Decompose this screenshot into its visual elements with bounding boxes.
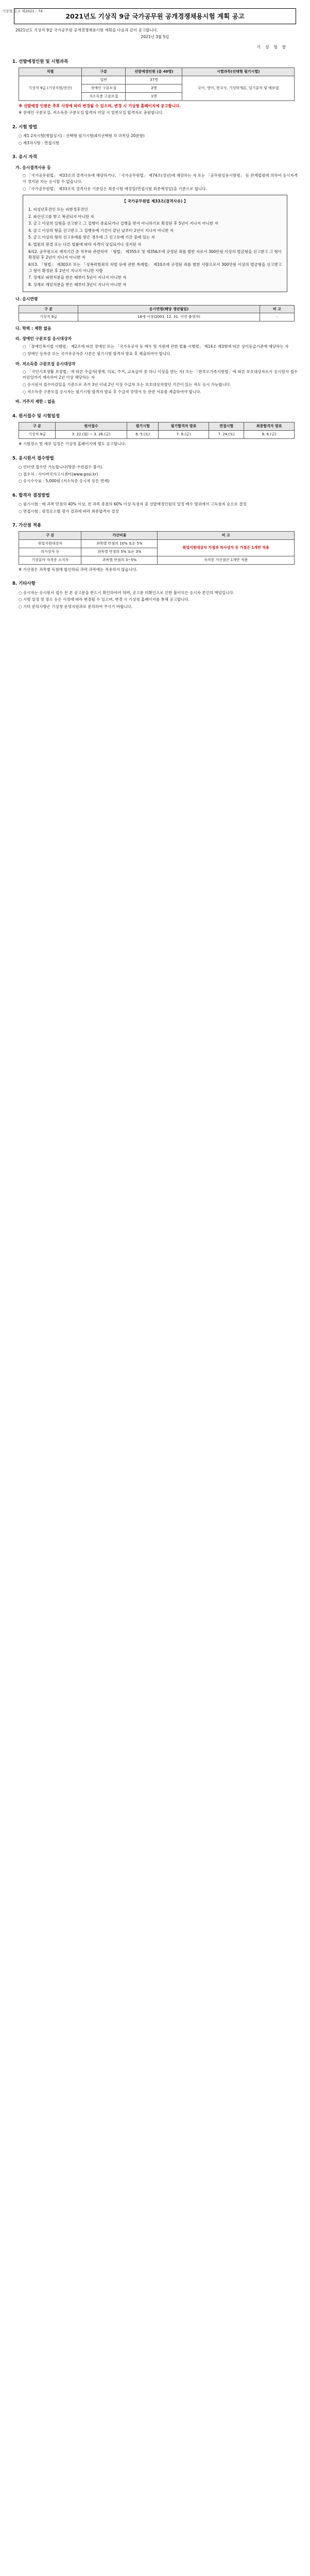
notice-title: 2021년도 기상직 9급 국가공무원 공개경쟁채용시험 계획 공고 <box>14 8 296 24</box>
subsection-title: 가. 응시결격사유 등 <box>15 165 51 171</box>
table-cell: 37명 <box>126 76 182 84</box>
section-title: 7. 가산점 적용 <box>12 523 42 529</box>
table-cell: 2명 <box>126 84 182 92</box>
table-header: 선발예정인원 (총 40명) <box>126 68 182 76</box>
section-title: 4. 원서접수 및 시험일정 <box>12 414 60 419</box>
recruitment-note-2: ※ 장애인 구분모집, 저소득층 구분모집 합격자 미달 시 일반모집 합격자로 충원합니다. <box>19 110 164 115</box>
table-header: 필기시험 <box>127 422 159 431</box>
bonus-table <box>19 531 295 564</box>
list-item: 4. 금고 이상의 형을 선고받고 그 집행유예 기간이 끝난 날부터 2년이 지나지 아니한 자 <box>28 228 174 233</box>
list-item: ○ 저소득층 구분모집 응시자는 필기시험 합격자 발표 후 수급자 증명서 등 관련 서류를 제출하여야 합니다. <box>23 389 201 394</box>
table-cell: 국어, 영어, 한국사, 기상학개론, 일기분석 및 예보법 <box>182 76 295 101</box>
schedule-table-wrap <box>19 422 295 439</box>
table-row <box>19 431 295 439</box>
list-item: ○ 「장애인복지법 시행령」 제2조에 따른 장애인 또는 「국가유공자 등 예우 및 지원에 관한 법률 시행령」 제14조 제3항에 따른 상이등급기준에 해당하는 자 <box>23 344 289 349</box>
table-cell: 취업지원대상자 가점과 의사상자 등 가점은 1개만 적용 <box>158 540 295 556</box>
table-cell: 의사상자 등 <box>19 548 81 556</box>
recruitment-table <box>19 67 295 100</box>
table-row <box>19 540 295 548</box>
table-cell: 기상직 9급 (기상지원/전산) <box>19 76 82 101</box>
list-item: ○ 「국민기초생활 보장법」에 따른 수급자(생계, 의료, 주거, 교육급여 중 하나 이상을 받는 자) 또는 「한부모가족지원법」에 따른 보호대상자로서 응시원서 접수마감일까지 계속하여 2년 이상 해당하는 자 <box>23 369 298 380</box>
list-item: ○ 인터넷 접수만 가능합니다(방문·우편접수 불가). <box>19 464 104 469</box>
list-item: ○ 기타 문의사항은 기상청 운영지원과로 문의하여 주시기 바랍니다. <box>19 604 133 609</box>
list-item: ○ 응시수수료 : 5,000원 (저소득층 응시자 등은 면제) <box>19 479 110 484</box>
table-cell: 취업지원대상자 <box>19 540 81 548</box>
list-item: 2. 파산선고를 받고 복권되지 아니한 자 <box>28 214 94 219</box>
list-item: 6의2. 공무원으로 재직기간 중 직무와 관련하여 「형법」 제355조 및 제356조에 규정된 죄를 범한 자로서 300만원 이상의 벌금형을 선고받고 그 형이 확정된 후 2년이 지나지 아니한 자 <box>28 249 282 260</box>
table-cell: 7. 9.(금) <box>159 431 209 439</box>
bonus-note: ※ 가산점은 과목별 득점에 합산하되 과락 과목에는 적용하지 않습니다. <box>19 567 137 572</box>
table-header: 원서접수 <box>55 422 127 431</box>
table-cell: 기상직 9급 <box>19 431 56 439</box>
subsection-title: 마. 저소득층 구분모집 응시대상자 <box>15 361 76 366</box>
table-row <box>19 76 295 84</box>
list-item: ○ 제3차시험 : 면접시험 <box>19 140 59 145</box>
issuing-organization: 기 상 청 장 <box>256 44 287 49</box>
table-header: 응시연령(해당 생년월일) <box>78 305 260 313</box>
recruitment-table-wrap <box>19 67 295 100</box>
table-cell: 기상직 9급 <box>19 313 78 321</box>
table-header: 직렬 <box>19 68 82 76</box>
table-header: 구 분 <box>19 532 81 540</box>
intro-text: 2021년도 기상직 9급 국가공무원 공개경쟁채용시험 계획을 다음과 같이 공고합니다. <box>15 28 159 33</box>
section-title: 8. 기타사항 <box>12 581 36 587</box>
table-cell: 과목별 만점의 10% 또는 5% <box>81 540 158 548</box>
subsection-title: 나. 응시연령 <box>15 297 38 302</box>
table-cell: 장애인 구분모집 <box>82 84 126 92</box>
list-item: 1. 피성년후견인 또는 피한정후견인 <box>28 207 88 212</box>
list-item: 6. 법원의 판결 또는 다른 법률에 따라 자격이 상실되거나 정지된 자 <box>28 242 142 247</box>
table-cell: - <box>260 313 294 321</box>
table-header: 구 분 <box>19 422 56 431</box>
table-cell: 기상분야 자격증 소지자 <box>19 556 81 564</box>
section-title: 1. 선발예정인원 및 시험과목 <box>12 59 68 65</box>
table-header: 가산비율 <box>81 532 158 540</box>
list-item: ○ 접수처 : 사이버국가고시센터(www.gosi.kr) <box>19 471 98 477</box>
list-item: 3. 금고 이상의 실형을 선고받고 그 집행이 종료되거나 집행을 받지 아니하기로 확정된 후 5년이 지나지 아니한 자 <box>28 221 218 226</box>
table-header: 최종합격자 발표 <box>244 422 295 431</box>
table-row <box>19 556 295 564</box>
table-header: 면접시험 <box>209 422 244 431</box>
table-cell: 과목별 만점의 3~5% <box>81 556 158 564</box>
table-header: 구 분 <box>19 305 78 313</box>
box-title: 【 국가공무원법 제33조(결격사유) 】 <box>122 199 188 204</box>
schedule-note: ※ 시험장소 및 세부 일정은 기상청 홈페이지에 별도 공고합니다. <box>19 442 126 447</box>
table-cell: 자격증 가산점은 1개만 적용 <box>158 556 295 564</box>
disqualification-box <box>23 195 287 292</box>
list-item: ○ 장애인 등록증 또는 국가유공자증 사본은 필기시험 합격자 발표 후 제출하여야 합니다. <box>23 351 171 357</box>
subsection-title: 라. 장애인 구분모집 응시대상자 <box>15 336 72 342</box>
list-item: ○ 제1·2차시험(병합실시) : 선택형 필기시험(4지선택형 각 과목당 20문항) <box>19 133 145 138</box>
list-item: ○ 면접시험 : 평정요소별 평가 결과에 따라 최종합격자 결정 <box>19 509 119 514</box>
bonus-table-wrap <box>19 531 295 564</box>
age-table-wrap <box>19 305 295 322</box>
table-header: 시험과목(선택형 필기시험) <box>182 68 295 76</box>
notice-page <box>0 8 310 2576</box>
table-cell: 과목별 만점의 5% 또는 3% <box>81 548 158 556</box>
section-title: 2. 시험 방법 <box>12 124 37 130</box>
table-cell: 8. 6.(금) <box>244 431 295 439</box>
list-item: 6의3. 「형법」 제303조 또는 「성폭력범죄의 처벌 등에 관한 특례법」 제10조에 규정된 죄를 범한 사람으로서 300만원 이상의 벌금형을 선고받고 그 형이 확정된 후 2년이 지나지 아니한 사람 <box>28 262 282 273</box>
table-row <box>19 313 295 321</box>
table-header: 필기합격자 발표 <box>159 422 209 431</box>
table-header: 비 고 <box>260 305 294 313</box>
table-cell: 6. 5.(토) <box>127 431 159 439</box>
table-cell: 3. 22.(월) ~ 3. 26.(금) <box>55 431 127 439</box>
age-table <box>19 305 295 322</box>
recruitment-note: ※ 선발예정 인원은 추후 사정에 따라 변경될 수 있으며, 변경 시 기상청 홈페이지에 공고합니다. <box>19 103 181 108</box>
list-item: ○ 필기시험 : 매 과목 만점의 40% 이상, 전 과목 총점의 60% 이상 득점자 중 선발예정인원의 일정 배수 범위에서 고득점자 순으로 결정 <box>19 502 247 507</box>
section-title: 6. 합격자 결정방법 <box>12 493 50 498</box>
list-item: 8. 징계로 해임처분을 받은 때부터 3년이 지나지 아니한 자 <box>28 282 127 287</box>
table-cell: 7. 24.(토) <box>209 431 244 439</box>
table-header: 구분 <box>82 68 126 76</box>
subsection-title: 다. 학력 : 제한 없음 <box>15 326 51 331</box>
table-cell: 18세 이상(2003. 12. 31. 이전 출생자) <box>78 313 260 321</box>
list-item: ○ 응시원서 접수마감일을 기준으로 과거 3년 이내 2년 이상 수급자 또는 보호대상자였던 기간이 있는 자도 응시 가능합니다. <box>23 382 231 387</box>
list-item: ○ 「국가공무원법」 제33조의 결격사유에 해당하거나, 「국가공무원법」 제74조(정년)에 해당하는 자 또는 「공무원임용시험령」 등 관계법령에 의하여 응시자격이 정지된 자는 응시할 수 없습니다. <box>23 173 298 184</box>
notice-number: 기상청 공고 제2021 - 74 <box>2 9 43 13</box>
table-cell: 일반 <box>82 76 126 84</box>
section-title: 3. 응시 자격 <box>12 155 37 160</box>
section-title: 5. 응시원서 접수방법 <box>12 455 54 461</box>
schedule-table <box>19 422 295 439</box>
list-item: ○ 시험 일정 및 장소 등은 사정에 따라 변경될 수 있으며, 변경 시 기상청 홈페이지를 통해 공고합니다. <box>19 597 190 602</box>
list-item: ○ 「국가공무원법」 제33조의 결격사유 기준일은 최종시험 예정일(면접시험 최종예정일)을 기준으로 합니다. <box>23 186 207 191</box>
intro-date: 2021년 3월 5일 <box>141 35 169 39</box>
list-item: 5. 금고 이상의 형의 선고유예를 받은 경우에 그 선고유예 기간 중에 있는 자 <box>28 235 155 240</box>
table-cell: 1명 <box>126 92 182 100</box>
list-item: ○ 응시자는 응시원서 접수 전 본 공고문을 반드시 확인하여야 하며, 공고문 미확인으로 인한 불이익은 응시자 본인의 책임입니다. <box>19 590 234 595</box>
table-cell: 저소득층 구분모집 <box>82 92 126 100</box>
table-header: 비 고 <box>158 532 295 540</box>
list-item: 7. 징계로 파면처분을 받은 때부터 5년이 지나지 아니한 자 <box>28 275 127 280</box>
subsection-title: 바. 거주지 제한 : 없음 <box>15 399 56 404</box>
